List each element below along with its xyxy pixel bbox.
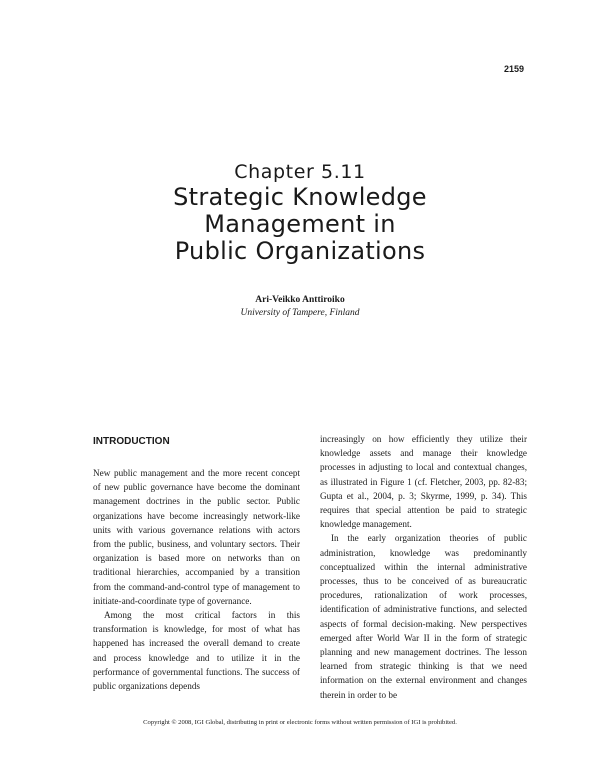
chapter-label: Chapter 5.11 xyxy=(234,161,366,183)
chapter-title-line: Strategic Knowledge xyxy=(173,183,427,211)
chapter-title-line: Public Organizations xyxy=(174,237,426,265)
body-paragraph: increasingly on how efficiently they utilize their knowledge assets and manage their knowledge processes in adjusting to local and contextual changes, as illustrated in Figure 1 (cf. Fletcher, 2003, pp. 82-83; Gupta et al., 2004, p. 3; Skyrme, 1999, p. 34). This requires that special attention be paid to strategic knowledge management. xyxy=(320,434,527,530)
body-paragraph: In the early organization theories of public administration, knowledge was predominantly conceptualized within the internal administrative processes, thus to be conceived of as bureaucratic procedures, rationalization of work processes, identification of administrative functions, and selected aspects of formal decision-making. New perspectives emerged after World War II in the form of strategic planning and new management doctrines. The lesson learned from strategic thinking is that we need information on the external environment and changes therein in order to be xyxy=(320,533,527,700)
author-affiliation: University of Tampere, Finland xyxy=(240,308,360,318)
chapter-title-line: Management in xyxy=(204,210,396,238)
author-block xyxy=(0,294,600,320)
copyright-notice: Copyright © 2008, IGI Global, distributing in print or electronic forms without written permission of IGI is prohibited. xyxy=(143,719,457,726)
body-paragraph: New public management and the more recent concept of new public governance have become the dominant management doctrines in the public sector. Public organizations have become increasingly network-like units with various governance relations with actors from the public, business, and voluntary sectors. Their organization is based more on networks than on traditional hierarchies, accompanied by a transition from the command-and-control type of management to initiate-and-coordinate type of governance. xyxy=(93,468,300,606)
chapter-heading xyxy=(0,160,600,265)
body-column-left xyxy=(93,432,300,693)
chapter-title xyxy=(0,184,600,265)
author-name: Ari-Veikko Anttiroiko xyxy=(255,295,345,305)
page-number: 2159 xyxy=(503,64,524,74)
body-paragraph: Among the most critical factors in this transformation is knowledge, for most of what has happened has increased the overall demand to create and process knowledge and to utilize it in the performance of governmental functions. The success of public organizations depends xyxy=(93,610,300,692)
body-column-right xyxy=(320,432,527,702)
section-heading: INTRODUCTION xyxy=(93,436,170,447)
